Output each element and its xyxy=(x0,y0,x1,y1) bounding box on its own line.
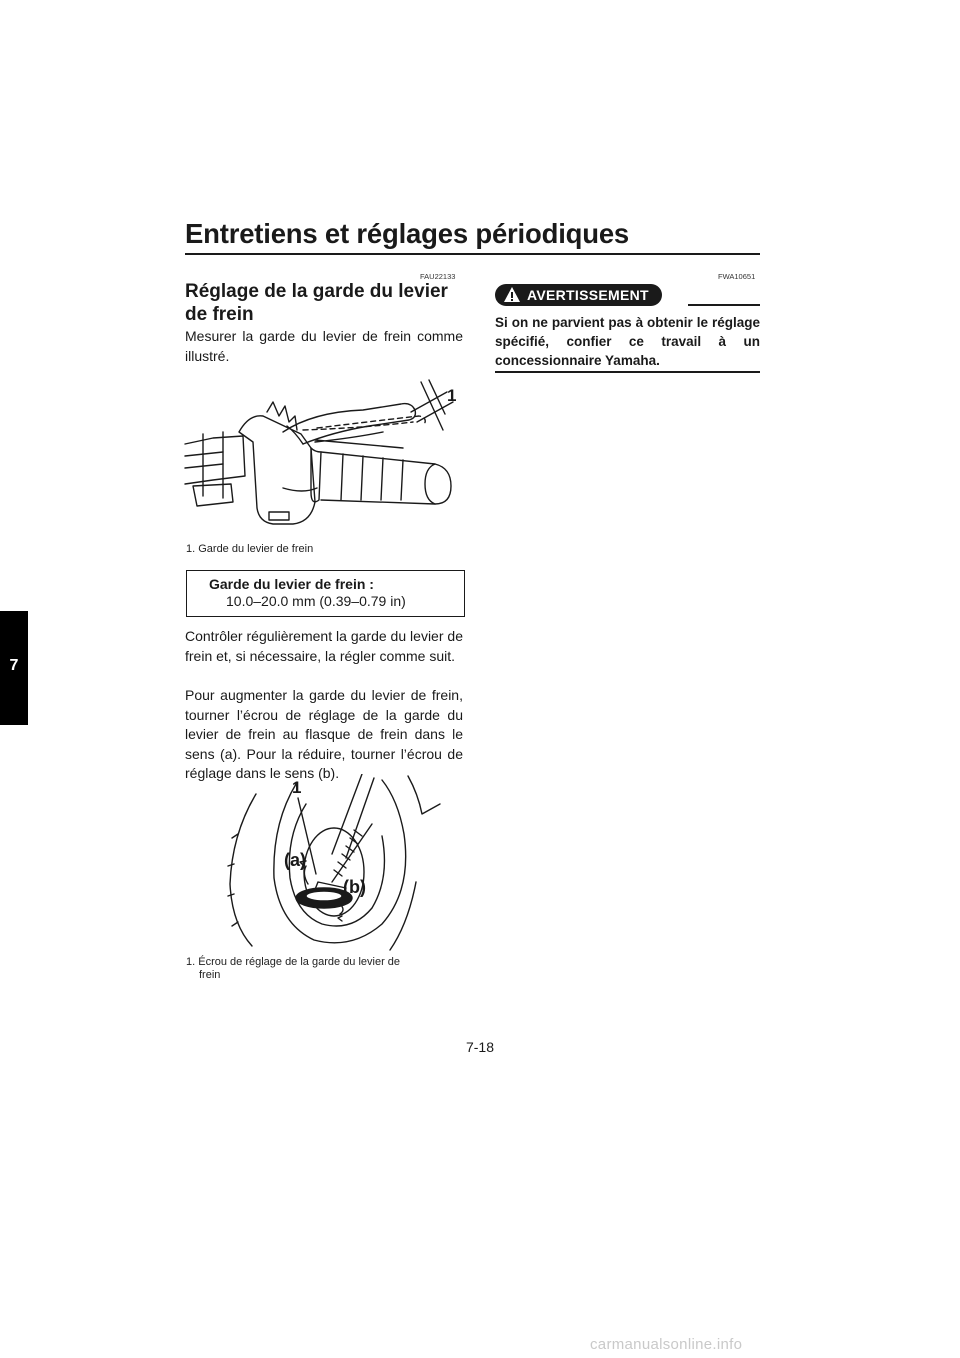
warning-rule-top xyxy=(688,304,760,306)
brake-adjust-illustration xyxy=(222,774,452,954)
watermark: carmanualsonline.info xyxy=(590,1336,743,1353)
figure2-callout-a: (a) xyxy=(284,850,306,870)
brake-lever-illustration xyxy=(183,372,473,532)
figure2-callout-b: (b) xyxy=(343,877,366,897)
page-title: Entretiens et réglages périodiques xyxy=(185,218,630,249)
spec-box xyxy=(186,570,465,617)
figure1-callout: 1 xyxy=(447,386,457,405)
section-heading: Réglage de la garde du levier de frein xyxy=(185,281,448,325)
warning-rule-bottom xyxy=(495,371,760,373)
chapter-number: 7 xyxy=(9,657,19,674)
figure2-caption-line2: frein xyxy=(199,969,221,981)
body-paragraph-2: Pour augmenter la garde du levier de frein, tourner l’écrou de réglage de la garde du levier de frein au flasque de frein dans le sens (a). Pour la réduire, tourner l’écrou de réglage dans le sens (b). xyxy=(185,687,463,781)
warning-text: Si on ne parvient pas à obtenir le réglage spécifié, confier ce travail à un concessionnaire Yamaha. xyxy=(495,315,760,368)
page-number: 7-18 xyxy=(465,1039,495,1055)
body-paragraph-1: Contrôler régulièrement la garde du levier de frein et, si nécessaire, la régler comme suit. xyxy=(185,628,463,664)
spec-label: Garde du levier de frein : xyxy=(209,576,374,592)
figure2-caption-line1: 1. Écrou de réglage de la garde du levier de xyxy=(186,956,401,968)
warning-badge xyxy=(495,284,662,306)
section-intro: Mesurer la garde du levier de frein comme illustré. xyxy=(185,328,463,364)
warning-triangle-icon xyxy=(503,286,521,304)
section-code: FAU22133 xyxy=(420,272,456,281)
header-rule xyxy=(185,253,760,255)
figure2-callout-1: 1 xyxy=(292,778,302,797)
warning-label: AVERTISSEMENT xyxy=(527,287,649,303)
spec-value: 10.0–20.0 mm (0.39–0.79 in) xyxy=(226,593,406,609)
figure1-caption: 1. Garde du levier de frein xyxy=(186,543,314,555)
warning-code: FWA10651 xyxy=(718,272,756,281)
